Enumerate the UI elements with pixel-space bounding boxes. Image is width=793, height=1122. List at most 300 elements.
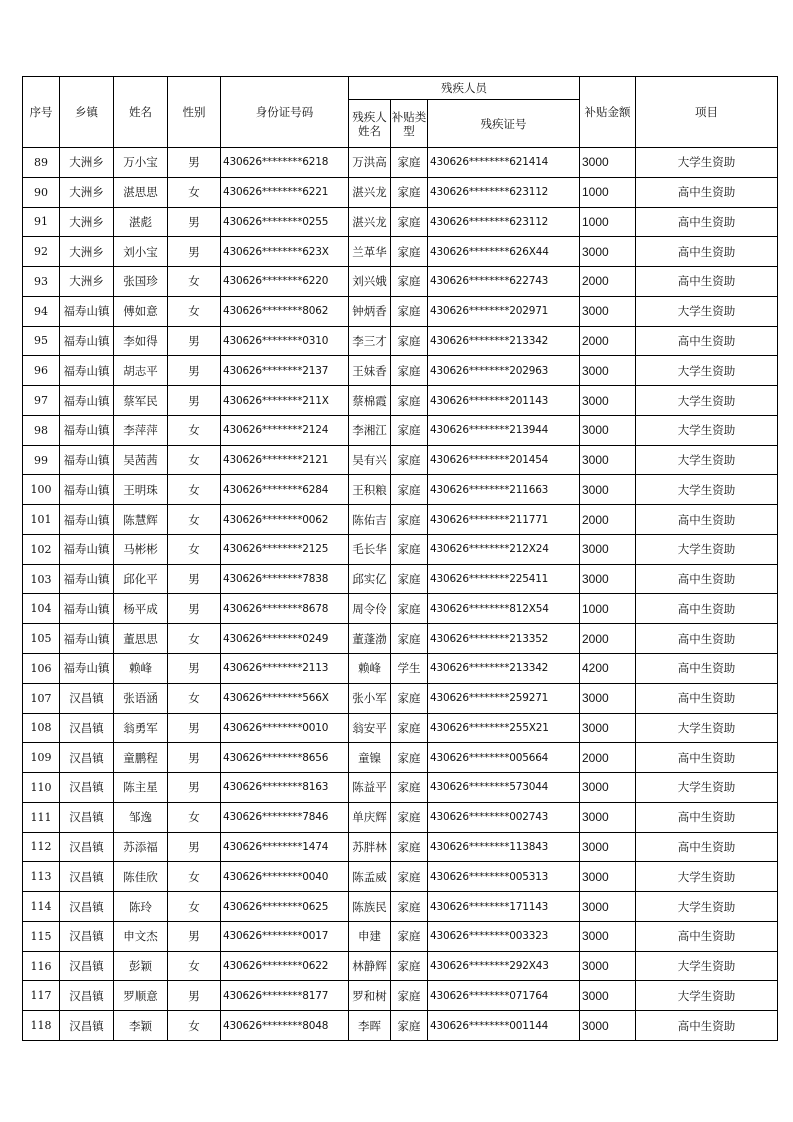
table-row xyxy=(23,475,778,505)
table-row xyxy=(23,981,778,1011)
cell-id-number: 430626********0622 xyxy=(221,951,349,981)
table-row xyxy=(23,207,778,237)
cell-amount: 3000 xyxy=(580,892,636,922)
cell-subsidy-type: 家庭 xyxy=(391,148,428,178)
cell-gender: 女 xyxy=(168,1011,221,1041)
cell-amount: 3000 xyxy=(580,296,636,326)
cell-town: 大洲乡 xyxy=(60,148,114,178)
cell-seq: 97 xyxy=(23,386,60,416)
cell-disability-cert: 430626********573044 xyxy=(428,773,580,803)
cell-gender: 女 xyxy=(168,862,221,892)
cell-subsidy-type: 家庭 xyxy=(391,505,428,535)
cell-town: 大洲乡 xyxy=(60,177,114,207)
cell-disabled-name: 童镍 xyxy=(349,743,391,773)
cell-subsidy-type: 家庭 xyxy=(391,981,428,1011)
cell-subsidy-type: 家庭 xyxy=(391,356,428,386)
cell-seq: 99 xyxy=(23,445,60,475)
cell-disability-cert: 430626********213342 xyxy=(428,654,580,684)
cell-subsidy-type: 家庭 xyxy=(391,862,428,892)
cell-amount: 1000 xyxy=(580,177,636,207)
header-id-number: 身份证号码 xyxy=(221,77,349,148)
cell-project: 大学生资助 xyxy=(636,415,778,445)
cell-town: 汉昌镇 xyxy=(60,743,114,773)
cell-town: 汉昌镇 xyxy=(60,862,114,892)
cell-disabled-name: 董蓬渤 xyxy=(349,624,391,654)
cell-name: 赖峰 xyxy=(114,654,168,684)
table-row xyxy=(23,892,778,922)
cell-name: 傅如意 xyxy=(114,296,168,326)
cell-amount: 2000 xyxy=(580,267,636,297)
cell-name: 邹逸 xyxy=(114,802,168,832)
cell-disabled-name: 周令伶 xyxy=(349,594,391,624)
cell-town: 汉昌镇 xyxy=(60,892,114,922)
cell-disabled-name: 李三才 xyxy=(349,326,391,356)
cell-amount: 3000 xyxy=(580,683,636,713)
cell-gender: 女 xyxy=(168,534,221,564)
cell-amount: 3000 xyxy=(580,237,636,267)
cell-town: 福寿山镇 xyxy=(60,534,114,564)
cell-subsidy-type: 家庭 xyxy=(391,415,428,445)
cell-name: 胡志平 xyxy=(114,356,168,386)
cell-gender: 男 xyxy=(168,207,221,237)
cell-subsidy-type: 家庭 xyxy=(391,594,428,624)
cell-disability-cert: 430626********213352 xyxy=(428,624,580,654)
cell-disabled-name: 钟炳香 xyxy=(349,296,391,326)
cell-disability-cert: 430626********202963 xyxy=(428,356,580,386)
cell-disabled-name: 王妹香 xyxy=(349,356,391,386)
cell-project: 高中生资助 xyxy=(636,207,778,237)
cell-disabled-name: 毛长华 xyxy=(349,534,391,564)
cell-name: 陈玲 xyxy=(114,892,168,922)
table-row xyxy=(23,534,778,564)
cell-name: 苏添福 xyxy=(114,832,168,862)
cell-disabled-name: 陈佑吉 xyxy=(349,505,391,535)
cell-id-number: 430626********2125 xyxy=(221,534,349,564)
cell-disability-cert: 430626********292X43 xyxy=(428,951,580,981)
cell-gender: 女 xyxy=(168,445,221,475)
cell-id-number: 430626********2121 xyxy=(221,445,349,475)
cell-id-number: 430626********7838 xyxy=(221,564,349,594)
cell-name: 杨平成 xyxy=(114,594,168,624)
cell-project: 高中生资助 xyxy=(636,326,778,356)
cell-id-number: 430626********6221 xyxy=(221,177,349,207)
table-row xyxy=(23,326,778,356)
cell-amount: 3000 xyxy=(580,773,636,803)
header-gender: 性别 xyxy=(168,77,221,148)
cell-name: 刘小宝 xyxy=(114,237,168,267)
cell-name: 翁勇军 xyxy=(114,713,168,743)
cell-seq: 103 xyxy=(23,564,60,594)
cell-disability-cert: 430626********812X54 xyxy=(428,594,580,624)
cell-disability-cert: 430626********626X44 xyxy=(428,237,580,267)
cell-disability-cert: 430626********623112 xyxy=(428,207,580,237)
cell-id-number: 430626********8163 xyxy=(221,773,349,803)
table-row xyxy=(23,415,778,445)
cell-id-number: 430626********2137 xyxy=(221,356,349,386)
cell-town: 福寿山镇 xyxy=(60,624,114,654)
cell-disabled-name: 单庆辉 xyxy=(349,802,391,832)
cell-disabled-name: 湛兴龙 xyxy=(349,207,391,237)
cell-project: 高中生资助 xyxy=(636,505,778,535)
cell-disabled-name: 苏胖林 xyxy=(349,832,391,862)
cell-subsidy-type: 家庭 xyxy=(391,564,428,594)
cell-name: 吴茜茜 xyxy=(114,445,168,475)
table-row xyxy=(23,624,778,654)
cell-amount: 3000 xyxy=(580,713,636,743)
header-disability-cert: 残疾证号 xyxy=(428,100,580,148)
cell-town: 汉昌镇 xyxy=(60,773,114,803)
cell-id-number: 430626********6284 xyxy=(221,475,349,505)
cell-amount: 2000 xyxy=(580,743,636,773)
cell-disability-cert: 430626********002743 xyxy=(428,802,580,832)
cell-name: 湛思思 xyxy=(114,177,168,207)
cell-seq: 96 xyxy=(23,356,60,386)
cell-disability-cert: 430626********171143 xyxy=(428,892,580,922)
table-row xyxy=(23,505,778,535)
cell-seq: 112 xyxy=(23,832,60,862)
cell-project: 大学生资助 xyxy=(636,475,778,505)
header-subsidy-type: 补贴类型 xyxy=(391,100,428,148)
cell-name: 童鹏程 xyxy=(114,743,168,773)
cell-town: 福寿山镇 xyxy=(60,654,114,684)
cell-name: 陈佳欣 xyxy=(114,862,168,892)
cell-disabled-name: 湛兴龙 xyxy=(349,177,391,207)
cell-town: 大洲乡 xyxy=(60,207,114,237)
cell-gender: 女 xyxy=(168,951,221,981)
cell-gender: 男 xyxy=(168,148,221,178)
cell-id-number: 430626********566X xyxy=(221,683,349,713)
cell-name: 申文杰 xyxy=(114,921,168,951)
cell-disability-cert: 430626********113843 xyxy=(428,832,580,862)
cell-project: 高中生资助 xyxy=(636,267,778,297)
cell-town: 福寿山镇 xyxy=(60,594,114,624)
cell-project: 高中生资助 xyxy=(636,177,778,207)
cell-name: 蔡军民 xyxy=(114,386,168,416)
cell-seq: 89 xyxy=(23,148,60,178)
cell-town: 福寿山镇 xyxy=(60,475,114,505)
cell-gender: 男 xyxy=(168,326,221,356)
cell-town: 福寿山镇 xyxy=(60,505,114,535)
cell-gender: 男 xyxy=(168,356,221,386)
cell-disability-cert: 430626********621414 xyxy=(428,148,580,178)
table-row xyxy=(23,177,778,207)
cell-disabled-name: 吴有兴 xyxy=(349,445,391,475)
cell-subsidy-type: 家庭 xyxy=(391,1011,428,1041)
subsidy-table xyxy=(22,76,778,1041)
header-seq: 序号 xyxy=(23,77,60,148)
table-row xyxy=(23,654,778,684)
table-row xyxy=(23,832,778,862)
cell-id-number: 430626********0255 xyxy=(221,207,349,237)
cell-disability-cert: 430626********622743 xyxy=(428,267,580,297)
cell-id-number: 430626********623X xyxy=(221,237,349,267)
cell-gender: 女 xyxy=(168,505,221,535)
cell-disabled-name: 翁安平 xyxy=(349,713,391,743)
cell-town: 汉昌镇 xyxy=(60,802,114,832)
cell-seq: 90 xyxy=(23,177,60,207)
cell-amount: 2000 xyxy=(580,505,636,535)
table-row xyxy=(23,683,778,713)
cell-amount: 3000 xyxy=(580,951,636,981)
cell-id-number: 430626********7846 xyxy=(221,802,349,832)
cell-gender: 女 xyxy=(168,892,221,922)
cell-project: 大学生资助 xyxy=(636,445,778,475)
cell-seq: 108 xyxy=(23,713,60,743)
cell-disabled-name: 兰革华 xyxy=(349,237,391,267)
cell-town: 福寿山镇 xyxy=(60,326,114,356)
cell-gender: 男 xyxy=(168,713,221,743)
cell-project: 大学生资助 xyxy=(636,951,778,981)
cell-id-number: 430626********0249 xyxy=(221,624,349,654)
cell-id-number: 430626********8062 xyxy=(221,296,349,326)
cell-gender: 女 xyxy=(168,177,221,207)
table-row xyxy=(23,237,778,267)
cell-seq: 92 xyxy=(23,237,60,267)
cell-gender: 女 xyxy=(168,624,221,654)
cell-project: 大学生资助 xyxy=(636,713,778,743)
cell-subsidy-type: 家庭 xyxy=(391,892,428,922)
cell-disabled-name: 赖峰 xyxy=(349,654,391,684)
table-row xyxy=(23,386,778,416)
cell-amount: 3000 xyxy=(580,445,636,475)
table-row xyxy=(23,802,778,832)
cell-name: 陈慧辉 xyxy=(114,505,168,535)
cell-subsidy-type: 家庭 xyxy=(391,743,428,773)
cell-project: 大学生资助 xyxy=(636,296,778,326)
cell-town: 汉昌镇 xyxy=(60,951,114,981)
cell-amount: 3000 xyxy=(580,564,636,594)
table-row xyxy=(23,743,778,773)
cell-name: 马彬彬 xyxy=(114,534,168,564)
cell-gender: 女 xyxy=(168,267,221,297)
cell-town: 福寿山镇 xyxy=(60,356,114,386)
cell-name: 李如得 xyxy=(114,326,168,356)
cell-disabled-name: 李晖 xyxy=(349,1011,391,1041)
cell-project: 高中生资助 xyxy=(636,1011,778,1041)
cell-amount: 3000 xyxy=(580,802,636,832)
cell-amount: 1000 xyxy=(580,207,636,237)
cell-disability-cert: 430626********003323 xyxy=(428,921,580,951)
cell-id-number: 430626********2113 xyxy=(221,654,349,684)
table-row xyxy=(23,356,778,386)
cell-id-number: 430626********0017 xyxy=(221,921,349,951)
cell-subsidy-type: 学生 xyxy=(391,654,428,684)
cell-id-number: 430626********8048 xyxy=(221,1011,349,1041)
cell-seq: 110 xyxy=(23,773,60,803)
cell-id-number: 430626********8656 xyxy=(221,743,349,773)
cell-town: 汉昌镇 xyxy=(60,1011,114,1041)
cell-subsidy-type: 家庭 xyxy=(391,683,428,713)
cell-subsidy-type: 家庭 xyxy=(391,207,428,237)
cell-id-number: 430626********6218 xyxy=(221,148,349,178)
cell-seq: 115 xyxy=(23,921,60,951)
cell-disabled-name: 刘兴娥 xyxy=(349,267,391,297)
cell-id-number: 430626********0062 xyxy=(221,505,349,535)
cell-amount: 4200 xyxy=(580,654,636,684)
cell-seq: 113 xyxy=(23,862,60,892)
cell-id-number: 430626********211X xyxy=(221,386,349,416)
cell-id-number: 430626********1474 xyxy=(221,832,349,862)
cell-disability-cert: 430626********212X24 xyxy=(428,534,580,564)
cell-name: 李颖 xyxy=(114,1011,168,1041)
cell-disability-cert: 430626********005664 xyxy=(428,743,580,773)
cell-amount: 3000 xyxy=(580,832,636,862)
cell-gender: 男 xyxy=(168,237,221,267)
cell-seq: 95 xyxy=(23,326,60,356)
cell-subsidy-type: 家庭 xyxy=(391,475,428,505)
cell-disability-cert: 430626********225411 xyxy=(428,564,580,594)
cell-town: 福寿山镇 xyxy=(60,296,114,326)
cell-project: 高中生资助 xyxy=(636,594,778,624)
cell-project: 大学生资助 xyxy=(636,534,778,564)
cell-amount: 3000 xyxy=(580,356,636,386)
cell-project: 高中生资助 xyxy=(636,683,778,713)
cell-town: 福寿山镇 xyxy=(60,386,114,416)
table-row xyxy=(23,951,778,981)
cell-project: 大学生资助 xyxy=(636,773,778,803)
cell-disability-cert: 430626********201454 xyxy=(428,445,580,475)
cell-amount: 3000 xyxy=(580,862,636,892)
cell-gender: 男 xyxy=(168,564,221,594)
cell-seq: 102 xyxy=(23,534,60,564)
cell-subsidy-type: 家庭 xyxy=(391,237,428,267)
cell-subsidy-type: 家庭 xyxy=(391,296,428,326)
cell-amount: 3000 xyxy=(580,415,636,445)
cell-id-number: 430626********2124 xyxy=(221,415,349,445)
cell-id-number: 430626********0010 xyxy=(221,713,349,743)
table-row xyxy=(23,1011,778,1041)
cell-disabled-name: 陈族民 xyxy=(349,892,391,922)
table-row xyxy=(23,267,778,297)
header-project: 项目 xyxy=(636,77,778,148)
cell-name: 万小宝 xyxy=(114,148,168,178)
cell-amount: 3000 xyxy=(580,386,636,416)
cell-town: 大洲乡 xyxy=(60,237,114,267)
cell-disabled-name: 万洪高 xyxy=(349,148,391,178)
cell-gender: 男 xyxy=(168,981,221,1011)
table-body xyxy=(23,148,778,1041)
cell-project: 高中生资助 xyxy=(636,921,778,951)
cell-name: 董思思 xyxy=(114,624,168,654)
cell-disabled-name: 罗和树 xyxy=(349,981,391,1011)
cell-gender: 女 xyxy=(168,475,221,505)
cell-name: 彭颖 xyxy=(114,951,168,981)
table-row xyxy=(23,594,778,624)
cell-amount: 1000 xyxy=(580,594,636,624)
cell-disability-cert: 430626********201143 xyxy=(428,386,580,416)
cell-seq: 98 xyxy=(23,415,60,445)
header-name: 姓名 xyxy=(114,77,168,148)
cell-amount: 2000 xyxy=(580,326,636,356)
cell-name: 邱化平 xyxy=(114,564,168,594)
table-row xyxy=(23,148,778,178)
cell-subsidy-type: 家庭 xyxy=(391,921,428,951)
cell-gender: 男 xyxy=(168,921,221,951)
cell-disabled-name: 王积粮 xyxy=(349,475,391,505)
cell-disabled-name: 陈孟威 xyxy=(349,862,391,892)
cell-project: 高中生资助 xyxy=(636,624,778,654)
cell-disability-cert: 430626********001144 xyxy=(428,1011,580,1041)
cell-seq: 117 xyxy=(23,981,60,1011)
cell-project: 大学生资助 xyxy=(636,386,778,416)
cell-subsidy-type: 家庭 xyxy=(391,624,428,654)
cell-seq: 100 xyxy=(23,475,60,505)
cell-disabled-name: 李湘江 xyxy=(349,415,391,445)
cell-project: 高中生资助 xyxy=(636,832,778,862)
cell-disability-cert: 430626********211771 xyxy=(428,505,580,535)
cell-subsidy-type: 家庭 xyxy=(391,832,428,862)
cell-disability-cert: 430626********259271 xyxy=(428,683,580,713)
cell-seq: 101 xyxy=(23,505,60,535)
table-row xyxy=(23,564,778,594)
cell-seq: 93 xyxy=(23,267,60,297)
cell-subsidy-type: 家庭 xyxy=(391,534,428,564)
cell-disabled-name: 申建 xyxy=(349,921,391,951)
cell-amount: 3000 xyxy=(580,148,636,178)
cell-gender: 女 xyxy=(168,296,221,326)
cell-project: 大学生资助 xyxy=(636,356,778,386)
cell-disability-cert: 430626********005313 xyxy=(428,862,580,892)
cell-amount: 3000 xyxy=(580,921,636,951)
cell-gender: 男 xyxy=(168,654,221,684)
cell-town: 汉昌镇 xyxy=(60,921,114,951)
cell-project: 高中生资助 xyxy=(636,564,778,594)
cell-seq: 114 xyxy=(23,892,60,922)
cell-project: 高中生资助 xyxy=(636,802,778,832)
cell-subsidy-type: 家庭 xyxy=(391,177,428,207)
table-row xyxy=(23,773,778,803)
cell-seq: 107 xyxy=(23,683,60,713)
cell-town: 汉昌镇 xyxy=(60,683,114,713)
cell-seq: 116 xyxy=(23,951,60,981)
cell-seq: 105 xyxy=(23,624,60,654)
cell-seq: 109 xyxy=(23,743,60,773)
cell-name: 张国珍 xyxy=(114,267,168,297)
cell-subsidy-type: 家庭 xyxy=(391,802,428,832)
cell-name: 湛彪 xyxy=(114,207,168,237)
cell-disability-cert: 430626********211663 xyxy=(428,475,580,505)
cell-amount: 3000 xyxy=(580,534,636,564)
cell-disability-cert: 430626********202971 xyxy=(428,296,580,326)
cell-town: 福寿山镇 xyxy=(60,445,114,475)
header-town: 乡镇 xyxy=(60,77,114,148)
cell-town: 福寿山镇 xyxy=(60,564,114,594)
cell-id-number: 430626********8678 xyxy=(221,594,349,624)
cell-gender: 男 xyxy=(168,386,221,416)
cell-subsidy-type: 家庭 xyxy=(391,951,428,981)
cell-town: 大洲乡 xyxy=(60,267,114,297)
cell-seq: 106 xyxy=(23,654,60,684)
cell-id-number: 430626********6220 xyxy=(221,267,349,297)
table-row xyxy=(23,862,778,892)
cell-subsidy-type: 家庭 xyxy=(391,326,428,356)
cell-subsidy-type: 家庭 xyxy=(391,713,428,743)
cell-name: 王明珠 xyxy=(114,475,168,505)
cell-seq: 91 xyxy=(23,207,60,237)
cell-disability-cert: 430626********213342 xyxy=(428,326,580,356)
header-disabled-name: 残疾人姓名 xyxy=(349,100,391,148)
table-row xyxy=(23,713,778,743)
cell-subsidy-type: 家庭 xyxy=(391,773,428,803)
cell-seq: 94 xyxy=(23,296,60,326)
cell-seq: 104 xyxy=(23,594,60,624)
cell-project: 大学生资助 xyxy=(636,981,778,1011)
table-row xyxy=(23,296,778,326)
cell-disability-cert: 430626********255X21 xyxy=(428,713,580,743)
cell-gender: 女 xyxy=(168,683,221,713)
cell-amount: 3000 xyxy=(580,1011,636,1041)
cell-project: 高中生资助 xyxy=(636,654,778,684)
